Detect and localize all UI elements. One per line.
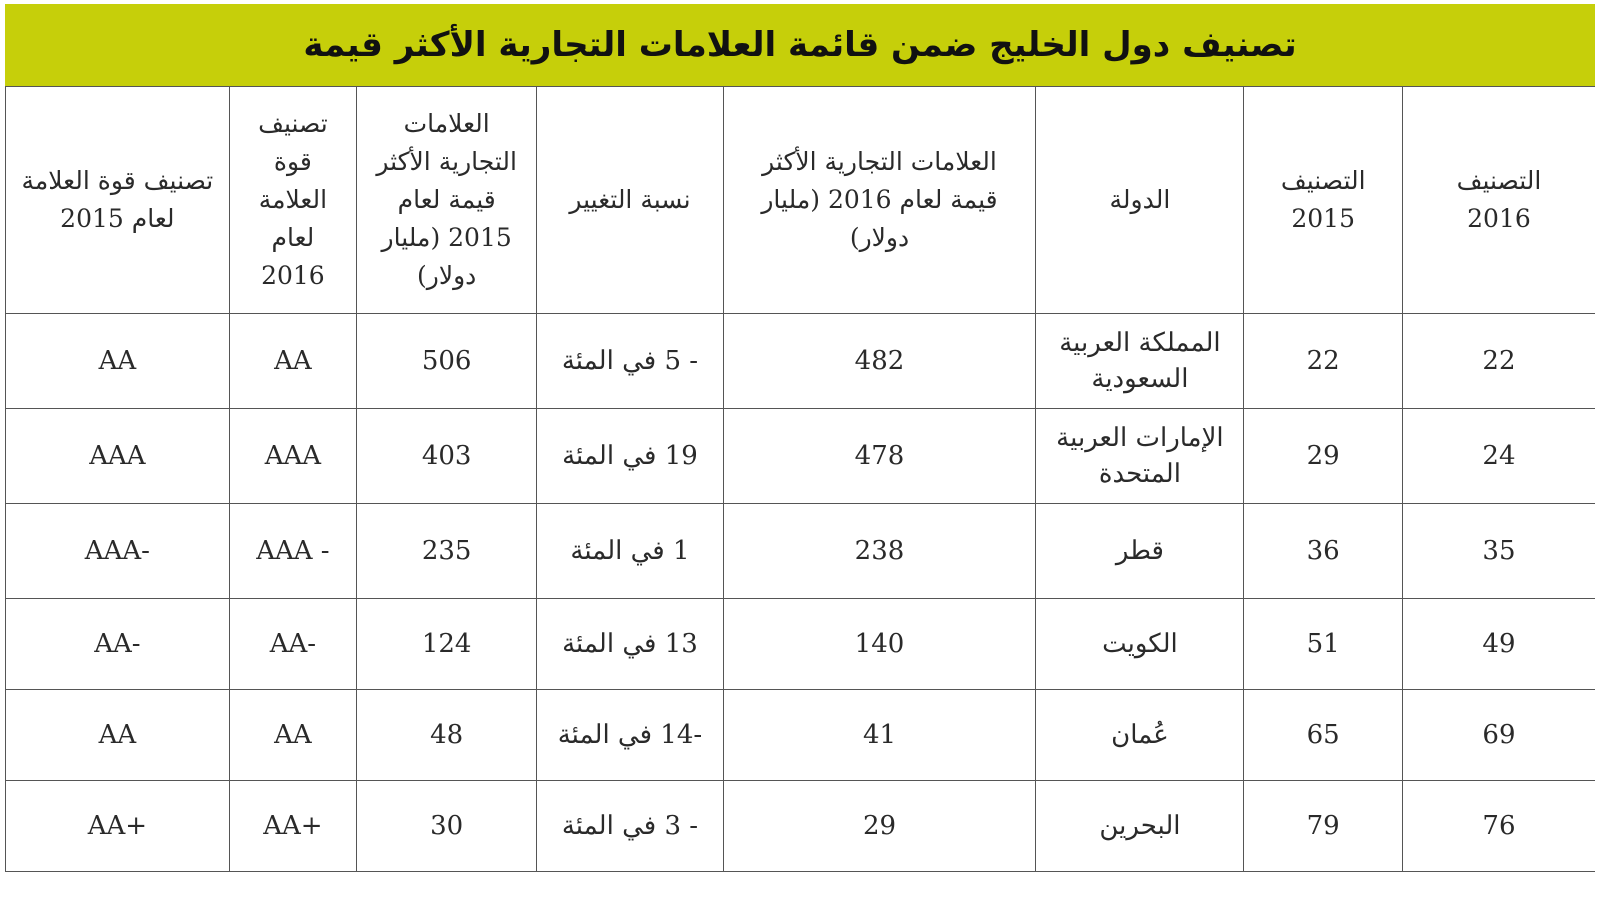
header-rank-2016: التصنيف 2016 [1402, 87, 1595, 314]
table-row [6, 409, 1596, 504]
cell-rank-2015: 22 [1244, 314, 1402, 409]
cell-strength-2015: AAA- [6, 504, 230, 599]
cell-country: قطر [1036, 504, 1244, 599]
table-row [6, 504, 1596, 599]
cell-value-2015: 30 [357, 781, 537, 872]
ranking-table [5, 86, 1595, 872]
cell-rank-2016: 35 [1402, 504, 1595, 599]
cell-country: الإمارات العربية المتحدة [1036, 409, 1244, 504]
cell-strength-2016: AA- [229, 599, 356, 690]
cell-rank-2016: 22 [1402, 314, 1595, 409]
cell-strength-2015: AA [6, 690, 230, 781]
cell-rank-2015: 65 [1244, 690, 1402, 781]
cell-strength-2015: AA+ [6, 781, 230, 872]
cell-value-2015: 48 [357, 690, 537, 781]
cell-change-rate: 1 في المئة [537, 504, 723, 599]
header-country: الدولة [1036, 87, 1244, 314]
cell-strength-2015: AA [6, 314, 230, 409]
cell-country: الكويت [1036, 599, 1244, 690]
cell-rank-2016: 24 [1402, 409, 1595, 504]
cell-change-rate: - 3 في المئة [537, 781, 723, 872]
header-brand-strength-2016: تصنيف قوة العلامة لعام 2016 [229, 87, 356, 314]
header-brand-value-2015: العلامات التجارية الأكثر قيمة لعام 2015 (مليار دولار) [357, 87, 537, 314]
cell-value-2015: 235 [357, 504, 537, 599]
cell-country: البحرين [1036, 781, 1244, 872]
header-row [6, 87, 1596, 314]
cell-rank-2015: 36 [1244, 504, 1402, 599]
cell-value-2016: 41 [723, 690, 1036, 781]
cell-change-rate: 13 في المئة [537, 599, 723, 690]
cell-value-2016: 478 [723, 409, 1036, 504]
cell-strength-2016: AAA [229, 409, 356, 504]
cell-strength-2015: AA- [6, 599, 230, 690]
cell-value-2016: 482 [723, 314, 1036, 409]
cell-rank-2015: 51 [1244, 599, 1402, 690]
cell-rank-2016: 49 [1402, 599, 1595, 690]
cell-country: المملكة العربية السعودية [1036, 314, 1244, 409]
table-row [6, 599, 1596, 690]
cell-strength-2016: AAA - [229, 504, 356, 599]
cell-rank-2016: 76 [1402, 781, 1595, 872]
cell-value-2016: 238 [723, 504, 1036, 599]
cell-change-rate: - 5 في المئة [537, 314, 723, 409]
cell-value-2016: 29 [723, 781, 1036, 872]
table-row [6, 314, 1596, 409]
cell-strength-2016: AA+ [229, 781, 356, 872]
cell-rank-2015: 79 [1244, 781, 1402, 872]
header-rank-2015: التصنيف 2015 [1244, 87, 1402, 314]
title-bar [5, 4, 1595, 86]
cell-rank-2015: 29 [1244, 409, 1402, 504]
table-row [6, 690, 1596, 781]
cell-value-2015: 124 [357, 599, 537, 690]
table-row [6, 781, 1596, 872]
cell-strength-2016: AA [229, 690, 356, 781]
header-brand-value-2016: العلامات التجارية الأكثر قيمة لعام 2016 (مليار دولار) [723, 87, 1036, 314]
page-title: تصنيف دول الخليج ضمن قائمة العلامات التجارية الأكثر قيمة [303, 25, 1297, 65]
header-change-rate: نسبة التغيير [537, 87, 723, 314]
cell-rank-2016: 69 [1402, 690, 1595, 781]
cell-change-rate: -14 في المئة [537, 690, 723, 781]
cell-country: عُمان [1036, 690, 1244, 781]
cell-value-2015: 506 [357, 314, 537, 409]
cell-strength-2015: AAA [6, 409, 230, 504]
cell-value-2016: 140 [723, 599, 1036, 690]
header-brand-strength-2015: تصنيف قوة العلامة لعام 2015 [6, 87, 230, 314]
cell-change-rate: 19 في المئة [537, 409, 723, 504]
cell-value-2015: 403 [357, 409, 537, 504]
cell-strength-2016: AA [229, 314, 356, 409]
